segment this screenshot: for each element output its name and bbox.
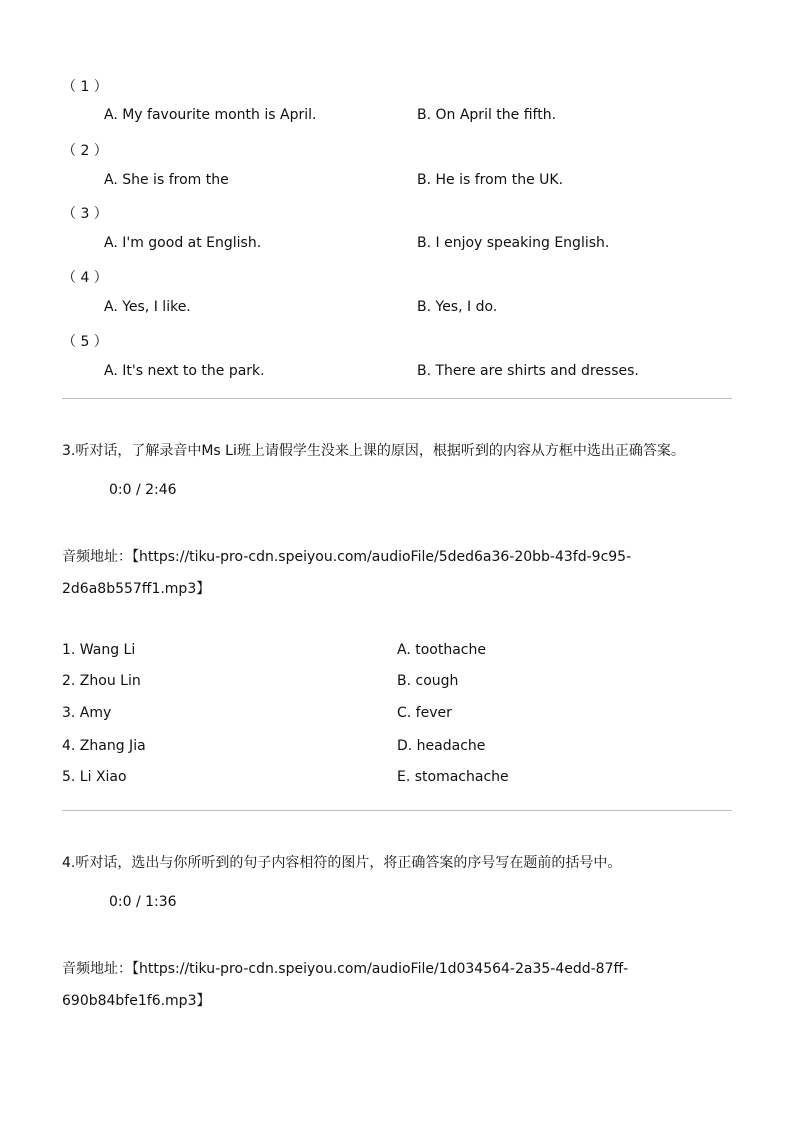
q4-audio-url-line-1[interactable]: 音频地址：【https://tiku-pro-cdn.speiyou.com/audioFile/1d034564-2a35-4edd-87ff- bbox=[62, 961, 629, 977]
item-2-number: （ 2 ） bbox=[62, 143, 108, 159]
student-4: 4. Zhang Jia bbox=[62, 738, 146, 754]
item-1-number: （ 1 ） bbox=[62, 79, 108, 95]
reason-c: C. fever bbox=[397, 705, 452, 721]
item-5-option-b: B. There are shirts and dresses. bbox=[417, 363, 639, 379]
section-divider bbox=[62, 398, 732, 399]
q4-audio-url-line-2[interactable]: 690b84bfe1f6.mp3】 bbox=[62, 993, 211, 1009]
reason-a: A. toothache bbox=[397, 642, 486, 658]
q3-audio-url-line-2[interactable]: 2d6a8b557ff1.mp3】 bbox=[62, 581, 211, 597]
item-4-number: （ 4 ） bbox=[62, 270, 108, 286]
item-1-option-b: B. On April the fifth. bbox=[417, 107, 557, 123]
item-2-option-a: A. She is from the bbox=[104, 172, 229, 188]
student-5: 5. Li Xiao bbox=[62, 769, 127, 785]
student-3: 3. Amy bbox=[62, 705, 112, 721]
q3-audio-url-line-1[interactable]: 音频地址：【https://tiku-pro-cdn.speiyou.com/audioFile/5ded6a36-20bb-43fd-9c95- bbox=[62, 549, 632, 565]
item-4-option-a: A. Yes, I like. bbox=[104, 299, 191, 315]
student-1: 1. Wang Li bbox=[62, 642, 136, 658]
q3-title: 3.听对话，了解录音中Ms Li班上请假学生没来上课的原因，根据听到的内容从方框中选出正确答案。 bbox=[62, 443, 685, 459]
q4-audio-time: 0:0 / 1:36 bbox=[109, 894, 177, 910]
item-3-option-a: A. I'm good at English. bbox=[104, 235, 262, 251]
reason-d: D. headache bbox=[397, 738, 486, 754]
section-divider bbox=[62, 810, 732, 811]
item-4-option-b: B. Yes, I do. bbox=[417, 299, 498, 315]
item-3-number: （ 3 ） bbox=[62, 206, 108, 222]
item-1-option-a: A. My favourite month is April. bbox=[104, 107, 317, 123]
item-2-option-b: B. He is from the UK. bbox=[417, 172, 564, 188]
q3-audio-time: 0:0 / 2:46 bbox=[109, 482, 177, 498]
student-2: 2. Zhou Lin bbox=[62, 673, 141, 689]
item-5-number: （ 5 ） bbox=[62, 334, 108, 350]
reason-b: B. cough bbox=[397, 673, 459, 689]
reason-e: E. stomachache bbox=[397, 769, 509, 785]
item-5-option-a: A. It's next to the park. bbox=[104, 363, 265, 379]
q4-title: 4.听对话，选出与你所听到的句子内容相符的图片，将正确答案的序号写在题前的括号中。 bbox=[62, 855, 622, 871]
item-3-option-b: B. I enjoy speaking English. bbox=[417, 235, 610, 251]
